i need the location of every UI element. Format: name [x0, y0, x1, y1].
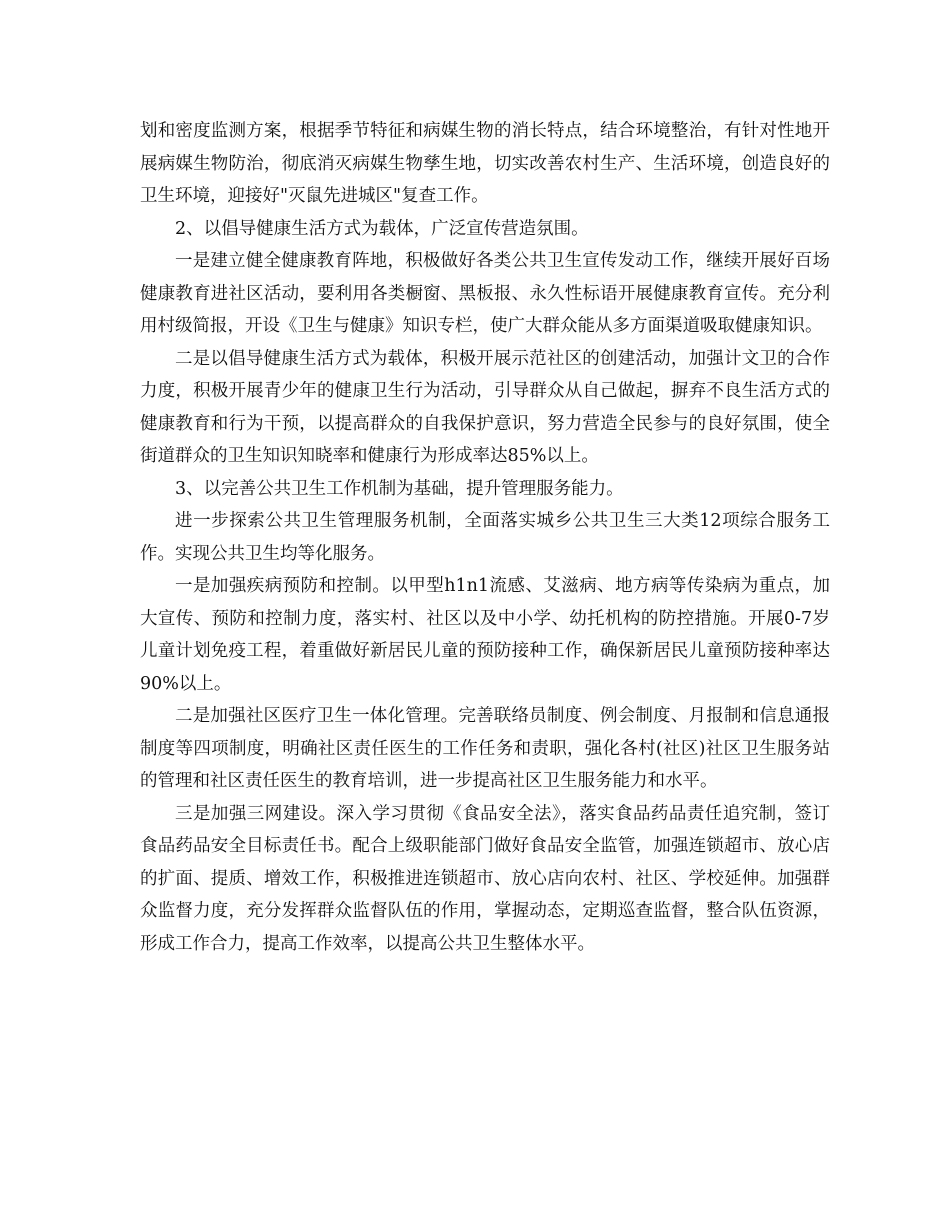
paragraph: 进一步探索公共卫生管理服务机制，全面落实城乡公共卫生三大类12项综合服务工作。实现公共卫生均等化服务。	[140, 511, 830, 564]
paragraph: 一是加强疾病预防和控制。以甲型h1n1流感、艾滋病、地方病等传染病为重点，加大宣传、预防和控制力度，落实村、社区以及中小学、幼托机构的防控措施。开展0-7岁儿童计划免疫工程，着重做好新居民儿童的预防接种工作，确保新居民儿童预防接种率达90%以上。	[140, 576, 830, 694]
paragraph: 一是建立健全健康教育阵地，积极做好各类公共卫生宣传发动工作，继续开展好百场健康教育进社区活动，要利用各类橱窗、黑板报、永久性标语开展健康教育宣传。充分利用村级简报，开设《卫生与健康》知识专栏，使广大群众能从多方面渠道吸取健康知识。	[140, 251, 830, 336]
section-heading-3: 3、以完善公共卫生工作机制为基础，提升管理服务能力。	[175, 478, 624, 499]
paragraph: 二是以倡导健康生活方式为载体，积极开展示范社区的创建活动，加强计文卫的合作力度，积极开展青少年的健康卫生行为活动，引导群众从自己做起，摒弃不良生活方式的健康教育和行为干预，以提高群众的自我保护意识，努力营造全民参与的良好氛围，使全街道群众的卫生知识知晓率和健康行为形成率达85%以上。	[140, 348, 830, 466]
document-body	[140, 115, 830, 960]
paragraph-continuation: 划和密度监测方案，根据季节特征和病媒生物的消长特点，结合环境整治，有针对性地开展病媒生物防治，彻底消灭病媒生物孳生地，切实改善农村生产、生活环境，创造良好的卫生环境，迎接好"灭鼠先进城区"复查工作。	[140, 121, 830, 206]
section-heading-2: 2、以倡导健康生活方式为载体，广泛宣传营造氛围。	[175, 218, 589, 239]
paragraph: 二是加强社区医疗卫生一体化管理。完善联络员制度、例会制度、月报制和信息通报制度等四项制度，明确社区责任医生的工作任务和责职，强化各村(社区)社区卫生服务站的管理和社区责任医生的教育培训，进一步提高社区卫生服务能力和水平。	[140, 706, 830, 791]
paragraph: 三是加强三网建设。深入学习贯彻《食品安全法》，落实食品药品责任追究制，签订食品药品安全目标责任书。配合上级职能部门做好食品安全监管，加强连锁超市、放心店的扩面、提质、增效工作，积极推进连锁超市、放心店向农村、社区、学校延伸。加强群众监督力度，充分发挥群众监督队伍的作用，掌握动态，定期巡查监督，整合队伍资源，形成工作合力，提高工作效率，以提高公共卫生整体水平。	[140, 803, 830, 954]
